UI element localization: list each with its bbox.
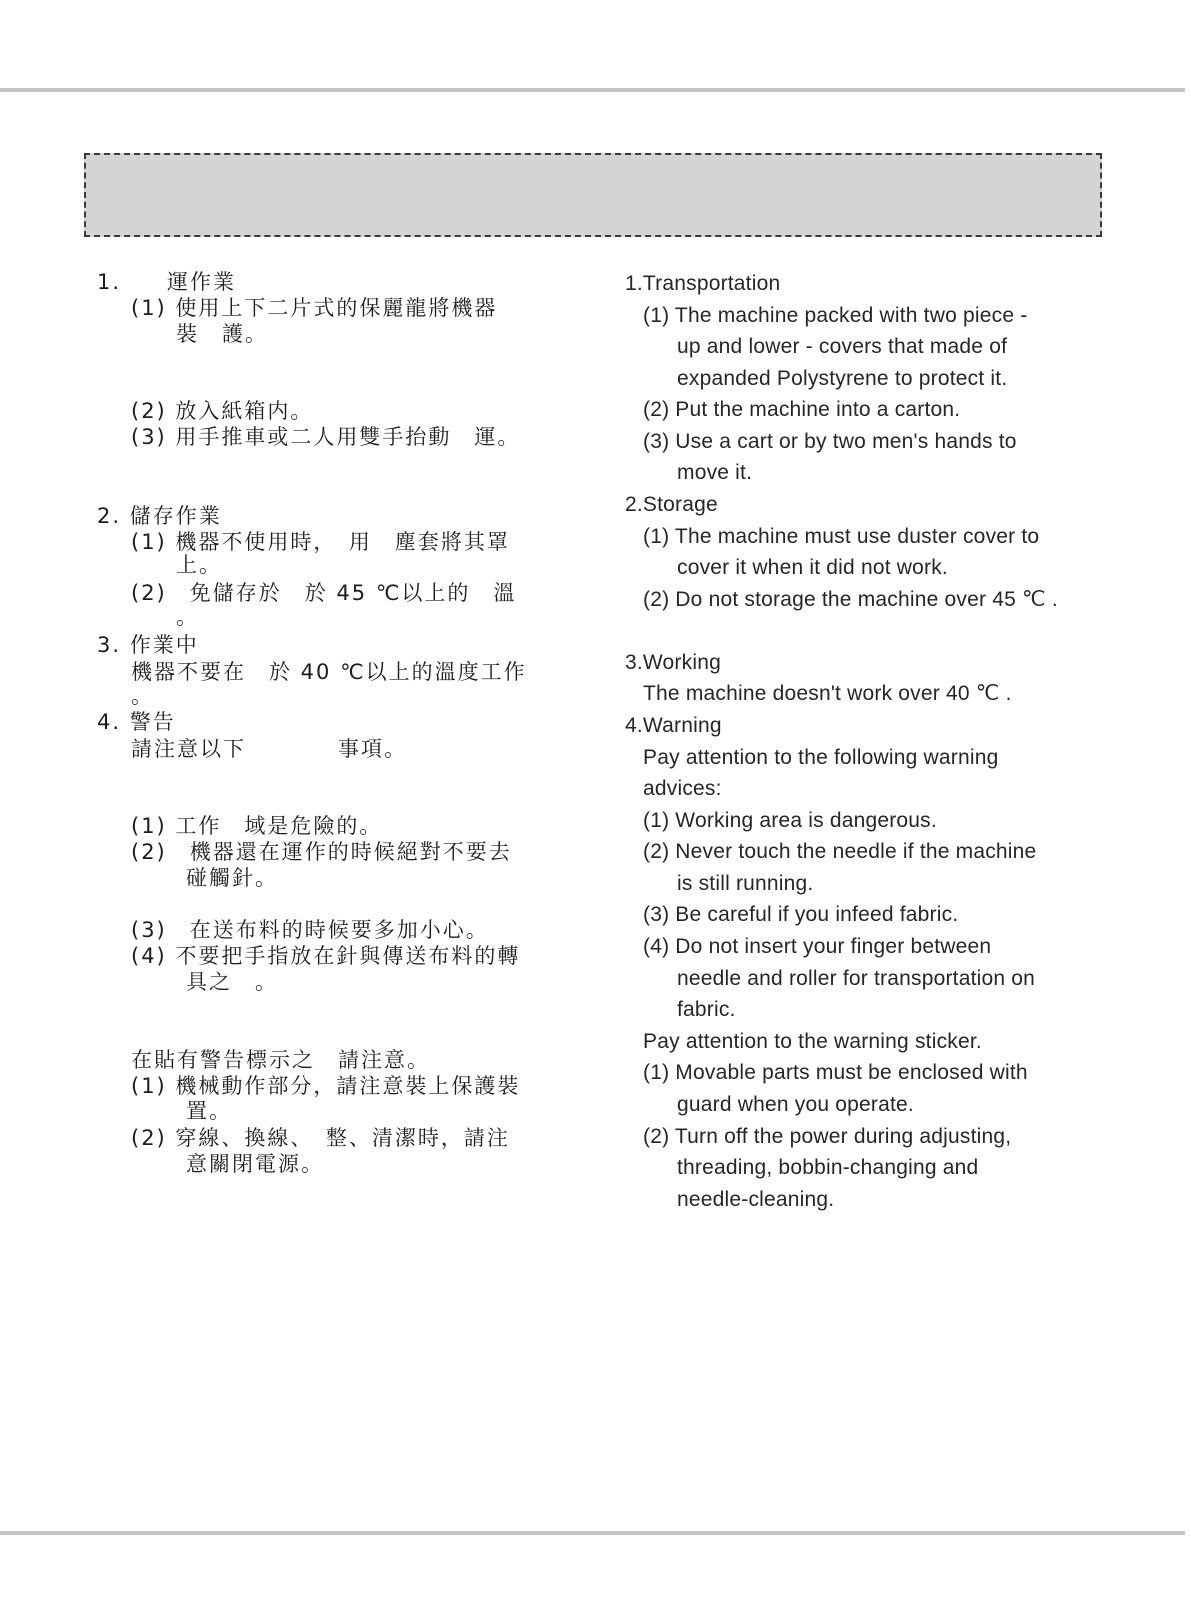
- zh-line: 上。: [176, 553, 222, 577]
- zh-line: 。: [176, 605, 199, 629]
- zh-heading-working: 3. 作業中: [97, 633, 199, 657]
- en-line: needle and roller for transportation on: [677, 967, 1036, 990]
- zh-line: 意關閉電源。: [186, 1152, 324, 1176]
- zh-line: 碰觸針。: [186, 866, 278, 890]
- en-line: (2) Put the machine into a carton.: [643, 398, 961, 421]
- en-line: up and lower - covers that made of: [677, 335, 1008, 358]
- en-line: (1) The machine must use duster cover to: [643, 525, 1040, 548]
- en-line: Pay attention to the following warning: [643, 746, 999, 769]
- zh-line: 在貼有警告標示之 請注意。: [131, 1048, 430, 1072]
- en-line: Pay attention to the warning sticker.: [643, 1030, 982, 1053]
- zh-line: 置。: [186, 1099, 232, 1123]
- en-line: (2) Turn off the power during adjusting,: [643, 1125, 1012, 1148]
- zh-line: (1) 工作 域是危險的。: [131, 814, 383, 838]
- zh-line: (2) 免儲存於 於 45 ℃以上的 溫: [131, 581, 517, 605]
- zh-line: (4) 不要把手指放在針與傳送布料的轉: [131, 944, 521, 968]
- zh-line: (3) 在送布料的時候要多加小心。: [131, 918, 489, 942]
- zh-heading-warning: 4. 警告: [97, 710, 176, 734]
- bottom-rule: [0, 1531, 1185, 1535]
- zh-line: 裝 護。: [176, 322, 268, 346]
- zh-line: (3) 用手推車或二人用雙手抬動 運。: [131, 425, 521, 449]
- zh-line: (2) 機器還在運作的時候絕對不要去: [131, 840, 512, 864]
- en-line: cover it when it did not work.: [677, 556, 948, 579]
- zh-line: 機器不要在 於 40 ℃以上的溫度工作: [131, 660, 527, 684]
- en-line: guard when you operate.: [677, 1093, 914, 1116]
- en-line: (3) Use a cart or by two men's hands to: [643, 430, 1017, 453]
- en-line: (2) Do not storage the machine over 45 ℃ .: [643, 588, 1058, 611]
- header-banner: [84, 153, 1102, 237]
- en-line: (1) Working area is dangerous.: [643, 809, 937, 832]
- en-line: needle-cleaning.: [677, 1188, 835, 1211]
- en-line: (3) Be careful if you infeed fabric.: [643, 903, 959, 926]
- en-line: (4) Do not insert your finger between: [643, 935, 992, 958]
- en-line: fabric.: [677, 998, 736, 1021]
- zh-line: 具之 。: [186, 970, 278, 994]
- en-line: threading, bobbin-changing and: [677, 1156, 979, 1179]
- en-line: (2) Never touch the needle if the machine: [643, 840, 1037, 863]
- en-line: advices:: [643, 777, 722, 800]
- zh-line: (1) 機械動作部分，請注意裝上保護裝: [131, 1074, 521, 1098]
- en-heading-working: 3.Working: [625, 651, 721, 674]
- zh-line: (1) 使用上下二片式的保麗龍將機器: [131, 296, 498, 320]
- zh-heading-storage: 2. 儲存作業: [97, 504, 222, 528]
- zh-line: 請注意以下 事項。: [131, 737, 407, 761]
- zh-line: 。: [131, 684, 154, 708]
- en-line: The machine doesn't work over 40 ℃ .: [643, 682, 1012, 705]
- en-line: move it.: [677, 461, 753, 484]
- en-line: expanded Polystyrene to protect it.: [677, 367, 1008, 390]
- zh-line: (2) 放入紙箱内。: [131, 399, 314, 423]
- en-heading-storage: 2.Storage: [625, 493, 718, 516]
- en-heading-transport: 1.Transportation: [625, 272, 781, 295]
- en-line: (1) Movable parts must be enclosed with: [643, 1061, 1028, 1084]
- en-line: (1) The machine packed with two piece -: [643, 304, 1028, 327]
- zh-heading-transport: 1. 運作業: [97, 270, 237, 294]
- en-line: is still running.: [677, 872, 814, 895]
- en-heading-warning: 4.Warning: [625, 714, 722, 737]
- zh-line: (2) 穿線、換線、 整、清潔時，請注: [131, 1126, 510, 1150]
- zh-line: (1) 機器不使用時， 用 塵套將其罩: [131, 530, 510, 554]
- top-rule: [0, 88, 1185, 92]
